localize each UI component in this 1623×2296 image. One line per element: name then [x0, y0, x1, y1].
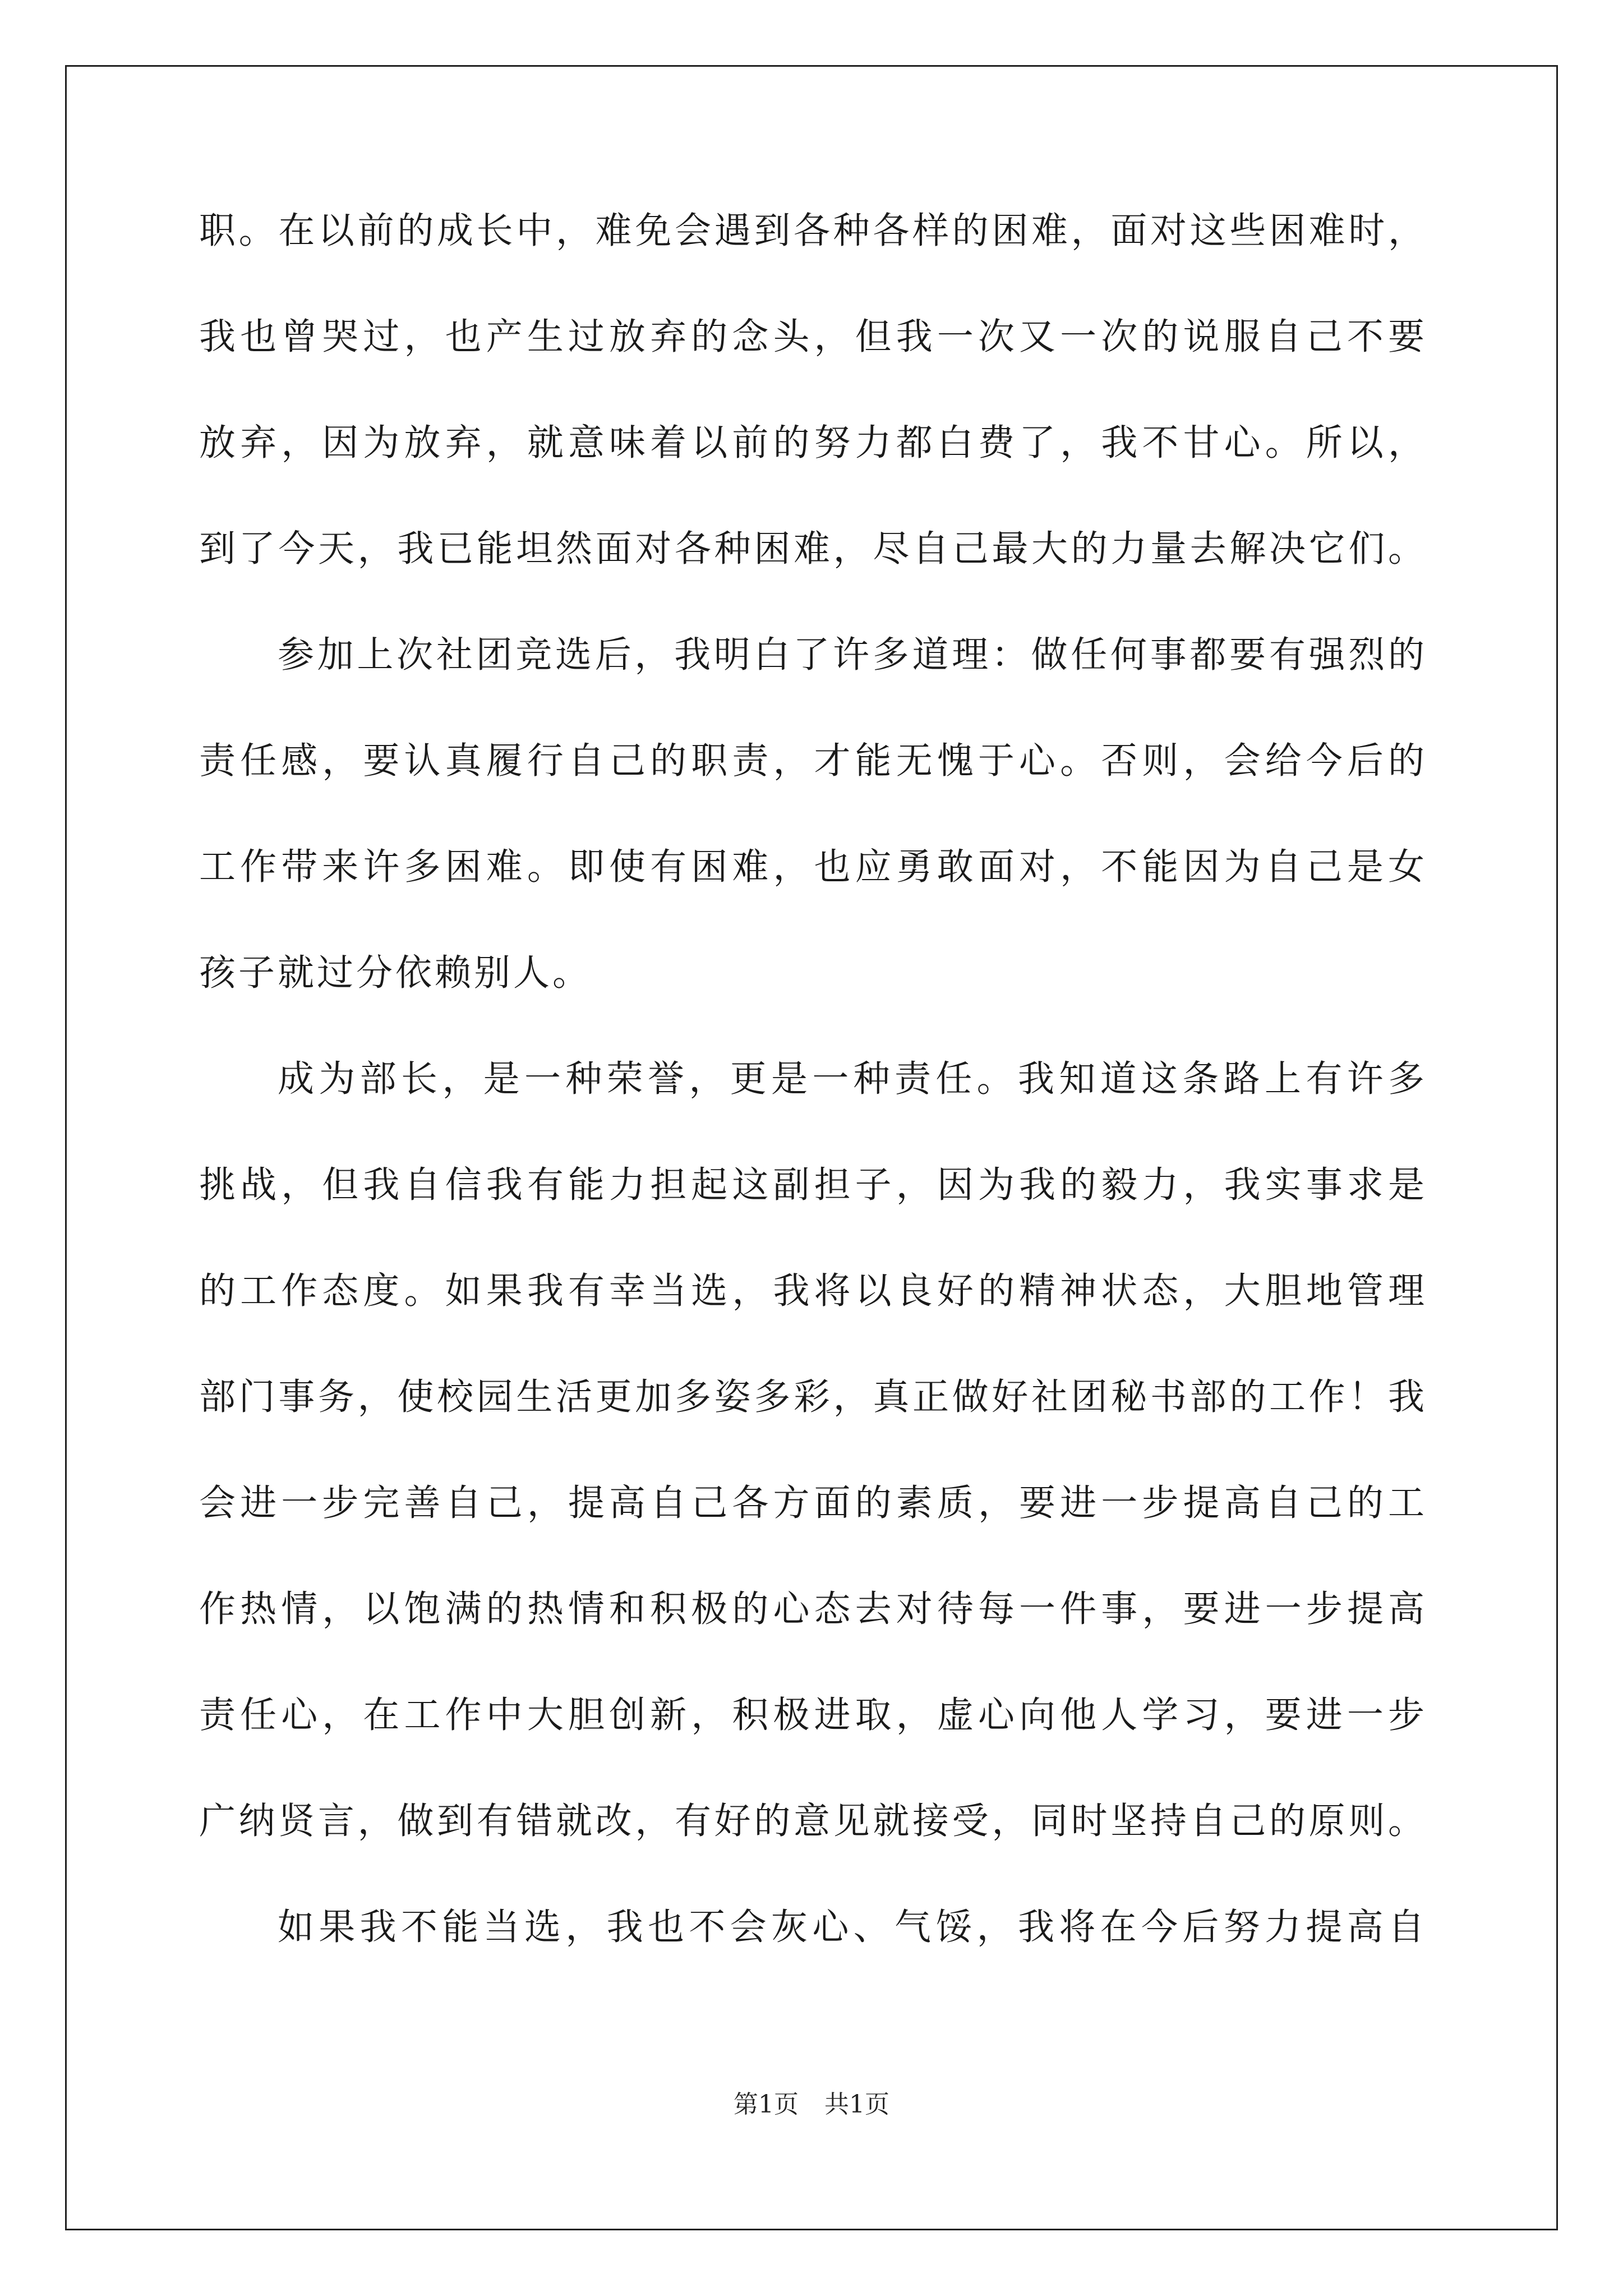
- paragraph-first-line: 如果我不能当选，我也不会灰心、气馁，我将在今后努力提高自: [278, 1906, 1427, 1948]
- text-line: 我也曾哭过，也产生过放弃的念头，但我一次又一次的说服自己不要: [199, 316, 1427, 358]
- page-number-total: 共1页: [824, 2090, 889, 2119]
- text-line: 放弃，因为放弃，就意味着以前的努力都白费了，我不甘心。所以，: [199, 422, 1427, 464]
- text-line: 广纳贤言，做到有错就改，有好的意见就接受，同时坚持自己的原则。: [199, 1800, 1427, 1842]
- text-line: 责任心，在工作中大胆创新，积极进取，虚心向他人学习，要进一步: [199, 1694, 1427, 1736]
- text-line: 职。在以前的成长中，难免会遇到各种各样的困难，面对这些困难时，: [199, 210, 1427, 252]
- text-line: 的工作态度。如果我有幸当选，我将以良好的精神状态，大胆地管理: [199, 1270, 1427, 1312]
- text-line: 工作带来许多困难。即使有困难，也应勇敢面对，不能因为自己是女: [199, 846, 1427, 888]
- text-line: 作热情，以饱满的热情和积极的心态去对待每一件事，要进一步提高: [199, 1588, 1427, 1630]
- paragraph-first-line: 成为部长，是一种荣誉，更是一种责任。我知道这条路上有许多: [278, 1058, 1427, 1100]
- page-number-current: 第1页: [734, 2090, 799, 2119]
- document-body: [199, 204, 1427, 2007]
- text-line: 部门事务，使校园生活更加多姿多彩，真正做好社团秘书部的工作！我: [199, 1376, 1427, 1418]
- text-line: 会进一步完善自己，提高自己各方面的素质，要进一步提高自己的工: [199, 1482, 1427, 1524]
- text-line: 挑战，但我自信我有能力担起这副担子，因为我的毅力，我实事求是: [199, 1164, 1427, 1206]
- paragraph-first-line: 参加上次社团竞选后，我明白了许多道理：做任何事都要有强烈的: [278, 634, 1427, 676]
- page-footer: [0, 2088, 1623, 2122]
- text-line: 到了今天，我已能坦然面对各种困难，尽自己最大的力量去解决它们。: [199, 528, 1427, 570]
- text-line: 责任感，要认真履行自己的职责，才能无愧于心。否则，会给今后的: [199, 740, 1427, 782]
- text-line: 孩子就过分依赖别人。: [199, 952, 592, 994]
